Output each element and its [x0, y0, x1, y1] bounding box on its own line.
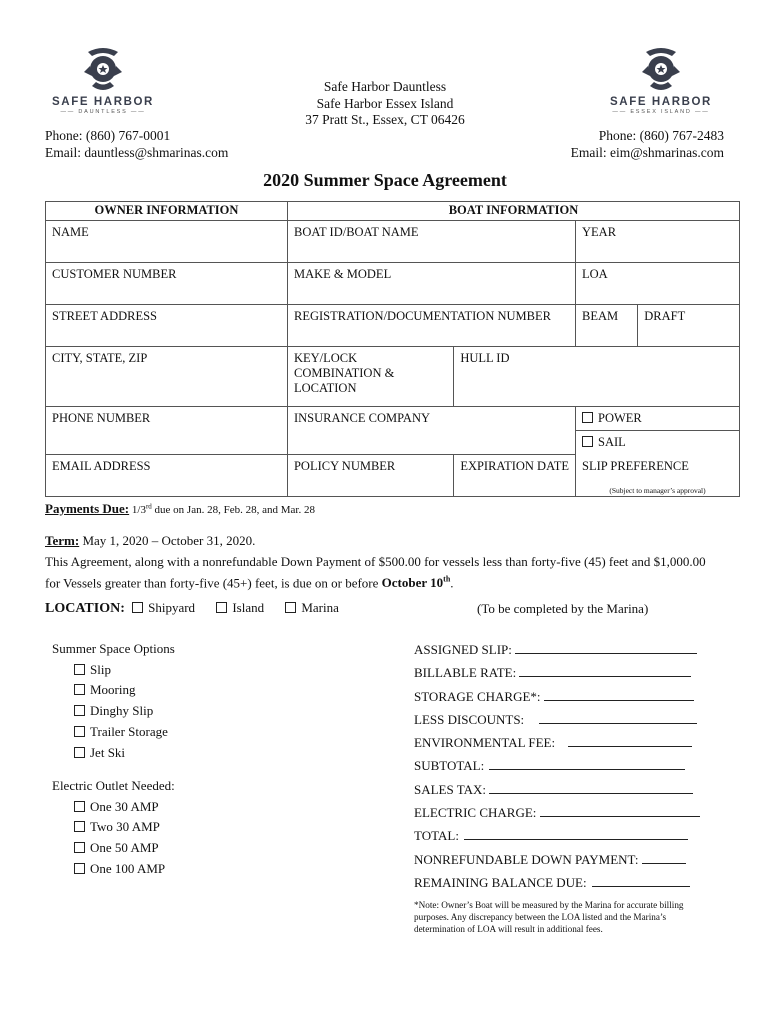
down-payment-field[interactable]: NONREFUNDABLE DOWN PAYMENT: [414, 848, 700, 871]
sail-checkbox[interactable] [582, 436, 593, 447]
boat-id-field[interactable]: BOAT ID/BOAT NAME [287, 221, 575, 263]
option-mooring[interactable]: Mooring [52, 680, 175, 701]
draft-field[interactable]: DRAFT [638, 305, 740, 347]
anchor-emblem-icon [636, 42, 686, 94]
location-note: (To be completed by the Marina) [477, 601, 649, 616]
dinghy-slip-checkbox[interactable] [74, 705, 85, 716]
fee-list [414, 638, 700, 894]
payments-sup: rd [145, 502, 152, 511]
phone-number-field[interactable]: PHONE NUMBER [46, 407, 288, 455]
header-line-2: Safe Harbor Essex Island [316, 95, 454, 111]
page-title: 2020 Summer Space Agreement [263, 170, 507, 190]
header-line-3: 37 Pratt St., Essex, CT 06426 [305, 112, 465, 127]
policy-number-field[interactable]: POLICY NUMBER [287, 455, 453, 497]
payments-due [45, 501, 315, 517]
right-contact [571, 128, 724, 161]
mooring-checkbox[interactable] [74, 684, 85, 695]
right-logo-brand: SAFE HARBOR [610, 96, 712, 108]
billable-rate-field[interactable]: BILLABLE RATE: [414, 661, 700, 684]
city-state-zip-field[interactable]: CITY, STATE, ZIP [46, 347, 288, 407]
right-email: Email: eim@shmarinas.com [570, 144, 724, 160]
trailer-storage-checkbox[interactable] [74, 726, 85, 737]
power-checkbox[interactable] [582, 412, 593, 423]
location-shipyard[interactable]: Shipyard [132, 600, 195, 615]
left-logo-sub: —— DAUNTLESS —— [60, 109, 146, 115]
center-header [235, 79, 535, 129]
left-phone: Phone: (860) 767-0001 [45, 128, 171, 143]
loa-field[interactable]: LOA [576, 263, 740, 305]
location-label: LOCATION: [45, 601, 125, 616]
term [45, 533, 255, 549]
jet-ski-checkbox[interactable] [74, 747, 85, 758]
measurement-note [414, 899, 684, 935]
remaining-balance-field[interactable]: REMAINING BALANCE DUE: [414, 871, 700, 894]
left-contact [45, 128, 228, 161]
slip-checkbox[interactable] [74, 664, 85, 675]
key-lock-field[interactable]: KEY/LOCK COMBINATION & LOCATION [287, 347, 453, 407]
option-trailer-storage[interactable]: Trailer Storage [52, 722, 175, 743]
note-line-2: purposes. Any discrepancy between the LOA listed and the Marina’s [414, 912, 667, 922]
due-date: October 10 [381, 575, 444, 591]
electric-two-30[interactable]: Two 30 AMP [52, 817, 175, 838]
subtotal-field[interactable]: SUBTOTAL: [414, 754, 700, 777]
location-island[interactable]: Island [216, 600, 264, 615]
left-logo-brand: SAFE HARBOR [52, 96, 154, 108]
expiration-date-field[interactable]: EXPIRATION DATE [454, 455, 576, 497]
electric-charge-field[interactable]: ELECTRIC CHARGE: [414, 801, 700, 824]
electric-one-50[interactable]: One 50 AMP [52, 838, 175, 859]
electric-one-30[interactable]: One 30 AMP [52, 797, 175, 818]
total-field[interactable]: TOTAL: [414, 824, 700, 847]
slip-preference-field[interactable] [576, 455, 740, 497]
one-100-amp-checkbox[interactable] [74, 863, 85, 874]
term-label: Term: [45, 533, 80, 548]
sail-option[interactable]: SAIL [576, 431, 740, 455]
two-30-amp-checkbox[interactable] [74, 821, 85, 832]
option-jet-ski[interactable]: Jet Ski [52, 743, 175, 764]
left-email: Email: dauntless@shmarinas.com [45, 144, 229, 160]
location-row [45, 600, 339, 617]
agreement-line-2: for Vessels greater than forty-five (45+) feet, is due on or before October 10th. [45, 575, 454, 591]
customer-number-field[interactable]: CUSTOMER NUMBER [46, 263, 288, 305]
electric-outlet [52, 776, 175, 880]
agreement-text [45, 553, 745, 592]
slip-preference-note: (Subject to manager’s approval) [609, 486, 706, 495]
boat-info-header: BOAT INFORMATION [287, 202, 739, 221]
info-table [45, 201, 740, 497]
owner-info-header: OWNER INFORMATION [46, 202, 288, 221]
assigned-slip-field[interactable]: ASSIGNED SLIP: [414, 638, 700, 661]
summer-options-title: Summer Space Options [52, 641, 175, 656]
street-address-field[interactable]: STREET ADDRESS [46, 305, 288, 347]
storage-charge-field[interactable]: STORAGE CHARGE*: [414, 685, 700, 708]
option-dinghy-slip[interactable]: Dinghy Slip [52, 701, 175, 722]
make-model-field[interactable]: MAKE & MODEL [287, 263, 575, 305]
payments-text-a: 1/3 [129, 504, 146, 516]
email-address-field[interactable]: EMAIL ADDRESS [46, 455, 288, 497]
registration-field[interactable]: REGISTRATION/DOCUMENTATION NUMBER [287, 305, 575, 347]
payments-label: Payments Due: [45, 501, 130, 516]
power-option[interactable]: POWER [576, 407, 740, 431]
insurance-company-field[interactable]: INSURANCE COMPANY [287, 407, 575, 455]
hull-id-field[interactable]: HULL ID [454, 347, 740, 407]
sales-tax-field[interactable]: SALES TAX: [414, 778, 700, 801]
one-30-amp-checkbox[interactable] [74, 801, 85, 812]
header-line-1: Safe Harbor Dauntless [323, 79, 447, 94]
right-logo [606, 42, 716, 115]
electric-one-100[interactable]: One 100 AMP [52, 859, 175, 880]
summer-space-options [52, 639, 175, 763]
less-discounts-field[interactable]: LESS DISCOUNTS: [414, 708, 700, 731]
note-line-1: *Note: Owner’s Boat will be measured by the Marina for accurate billing [414, 900, 684, 910]
slip-preference-label: SLIP PREFERENCE [582, 458, 689, 473]
marina-checkbox[interactable] [285, 602, 296, 613]
beam-field[interactable]: BEAM [576, 305, 638, 347]
right-logo-sub: —— ESSEX ISLAND —— [612, 109, 710, 115]
one-50-amp-checkbox[interactable] [74, 842, 85, 853]
term-text: May 1, 2020 – October 31, 2020. [79, 533, 256, 548]
right-phone: Phone: (860) 767-2483 [598, 128, 724, 143]
anchor-emblem-icon [78, 42, 128, 94]
island-checkbox[interactable] [216, 602, 227, 613]
payments-text-b: due on Jan. 28, Feb. 28, and Mar. 28 [151, 504, 315, 516]
name-field[interactable]: NAME [46, 221, 288, 263]
note-line-3: determination of LOA will result in additional fees. [414, 924, 603, 934]
environmental-fee-field[interactable]: ENVIRONMENTAL FEE: [414, 731, 700, 754]
option-slip[interactable]: Slip [52, 660, 175, 681]
left-logo [48, 42, 158, 115]
shipyard-checkbox[interactable] [132, 602, 143, 613]
year-field[interactable]: YEAR [576, 221, 740, 263]
agreement-line-1: This Agreement, along with a nonrefundable Down Payment of $500.00 for vessels less than forty-five (45) feet and $1,000.00 [45, 554, 706, 569]
location-marina[interactable]: Marina [285, 600, 339, 615]
electric-title: Electric Outlet Needed: [52, 778, 175, 793]
